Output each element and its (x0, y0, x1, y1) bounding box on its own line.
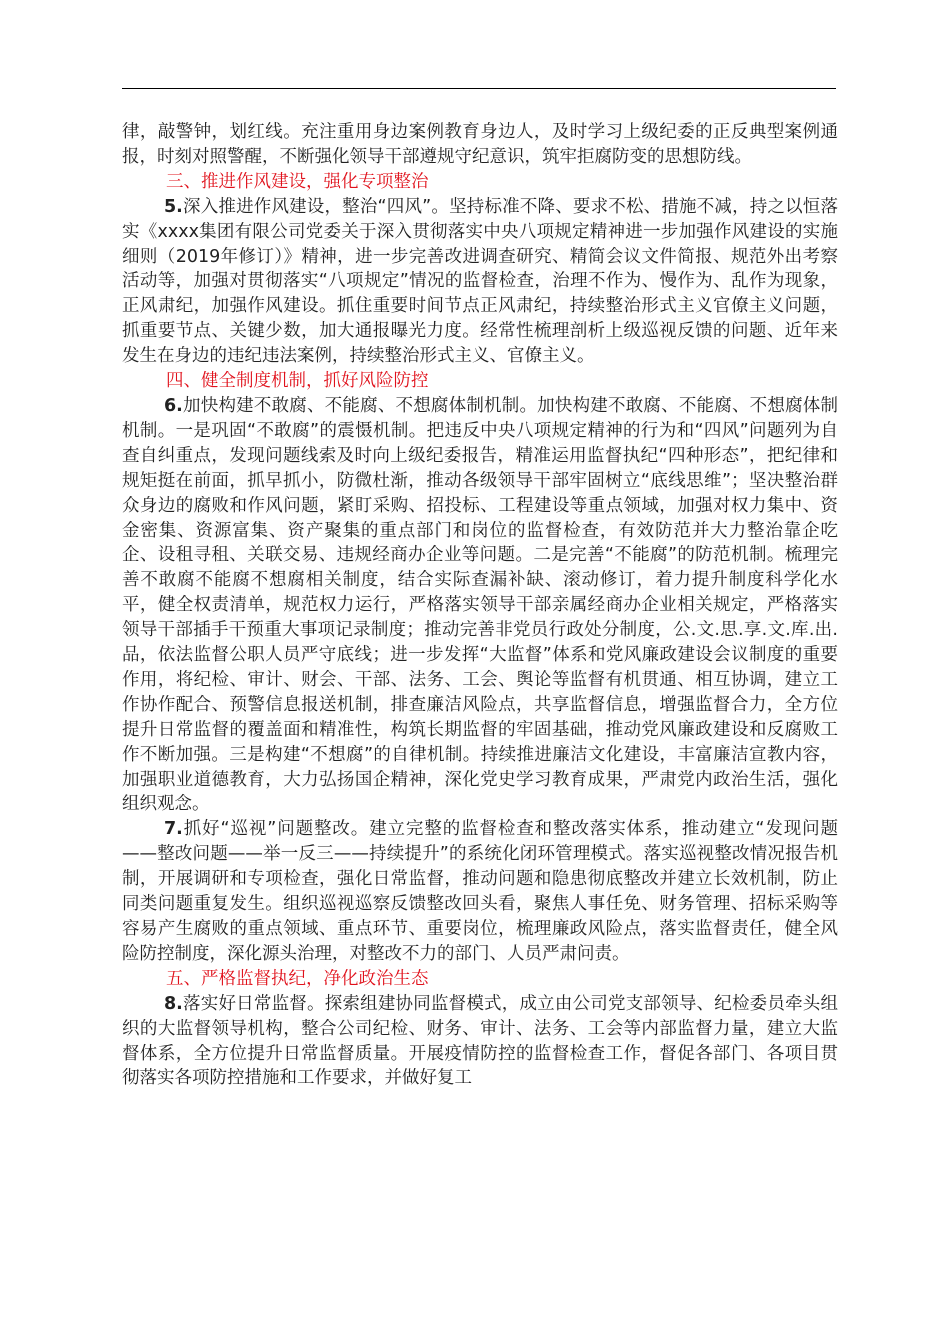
paragraph-continuation: 律，敲警钟，划红线。充注重用身边案例教育身边人，及时学习上级纪委的正反典型案例通报，时刻对照警醒，不断强化领导干部遵规守纪意识，筑牢拒腐防变的思想防线。 (122, 122, 838, 167)
item-number: 6. (164, 395, 183, 416)
section-heading-3: 三、推进作风建设，强化专项整治 (166, 171, 429, 192)
document-body (122, 120, 838, 1091)
item-number: 7. (164, 819, 183, 840)
paragraph-item-5 (122, 195, 838, 369)
section-heading-4: 四、健全制度机制，抓好风险防控 (166, 371, 429, 392)
paragraph-text: 落实好日常监督。探索组建协同监督模式，成立由公司党支部领导、纪检委员牵头组织的大监督领导机构，整合公司纪检、财务、审计、法务、工会等内部监督力量，建立大监督体系，全方位提升日常监督质量。开展疫情防控的监督检查工作，督促各部门、各项目贯彻落实各项防控措施和工作要求，并做好复工 (122, 993, 838, 1089)
item-number: 5. (164, 196, 183, 217)
paragraph-item-6 (122, 394, 838, 817)
paragraph-text: 加快构建不敢腐、不能腐、不想腐体制机制。加快构建不敢腐、不能腐、不想腐体制机制。一是巩固“不敢腐”的震慑机制。把违反中央八项规定精神的行为和“四风”问题列为自查自纠重点，发现问题线索及时向上级纪委报告，精准运用监督执纪“四种形态”，把纪律和规矩挺在前面，抓早抓小，防微杜渐，推动各级领导干部牢固树立“底线思维”；坚决整治群众身边的腐败和作风问题，紧盯采购、招投标、工程建设等重点领域，加强对权力集中、资金密集、资源富集、资产聚集的重点部门和岗位的监督检查，有效防范并大力整治靠企吃企、设租寻租、关联交易、违规经商办企业等问题。二是完善“不能腐”的防范机制。梳理完善不敢腐不能腐不想腐相关制度，结合实际查漏补缺、滚动修订，着力提升制度科学化水平，健全权责清单，规范权力运行，严格落实领导干部亲属经商办企业相关规定，严格落实领导干部插手干预重大事项记录制度；推动完善非党员行政处分制度，公.文.思.享.文.库.出.品，依法监督公职人员严守底线；进一步发挥“大监督”体系和党风廉政建设会议制度的重要作用，将纪检、审计、财会、干部、法务、工会、舆论等监督有机贯通、相互协调，建立工作协作配合、预警信息报送机制，排查廉洁风险点，共享监督信息，增强监督合力，全方位提升日常监督的覆盖面和精准性，构筑长期监督的牢固基础，推动党风廉政建设和反腐败工作不断加强。三是构建“不想腐”的自律机制。持续推进廉洁文化建设，丰富廉洁宣教内容，加强职业道德教育，大力弘扬国企精神，深化党史学习教育成果，严肃党内政治生活，强化组织观念。 (122, 395, 838, 815)
section-heading-5: 五、严格监督执纪，净化政治生态 (166, 968, 429, 989)
paragraph-text: 抓好“巡视”问题整改。建立完整的监督检查和整改落实体系，推动建立“发现问题——整改问题——举一反三——持续提升”的系统化闭环管理模式。落实巡视整改情况报告机制，开展调研和专项检查，强化日常监督，推动问题和隐患彻底整改并建立长效机制，防止同类问题重复发生。组织巡视巡察反馈整改回头看，聚焦人事任免、财务管理、招标采购等容易产生腐败的重点领域、重点环节、重要岗位，梳理廉政风险点，落实监督责任，健全风险防控制度，深化源头治理，对整改不力的部门、人员严肃问责。 (122, 819, 838, 964)
header-rule (122, 88, 836, 89)
paragraph-item-7 (122, 817, 838, 966)
paragraph-item-8 (122, 992, 838, 1092)
paragraph-text: 深入推进作风建设，整治“四风”。坚持标准不降、要求不松、措施不减，持之以恒落实《xxxx集团有限公司党委关于深入贯彻落实中央八项规定精神进一步加强作风建设的实施细则（2019年修订）》精神，进一步完善改进调查研究、精简会议文件简报、规范外出考察活动等，加强对贯彻落实“八项规定”情况的监督检查，治理不作为、慢作为、乱作为现象，正风肃纪，加强作风建设。抓住重要时间节点正风肃纪，持续整治形式主义官僚主义问题，抓重要节点、关键少数，加大通报曝光力度。经常性梳理剖析上级巡视反馈的问题、近年来发生在身边的违纪违法案例，持续整治形式主义、官僚主义。 (122, 196, 838, 367)
item-number: 8. (164, 993, 183, 1014)
